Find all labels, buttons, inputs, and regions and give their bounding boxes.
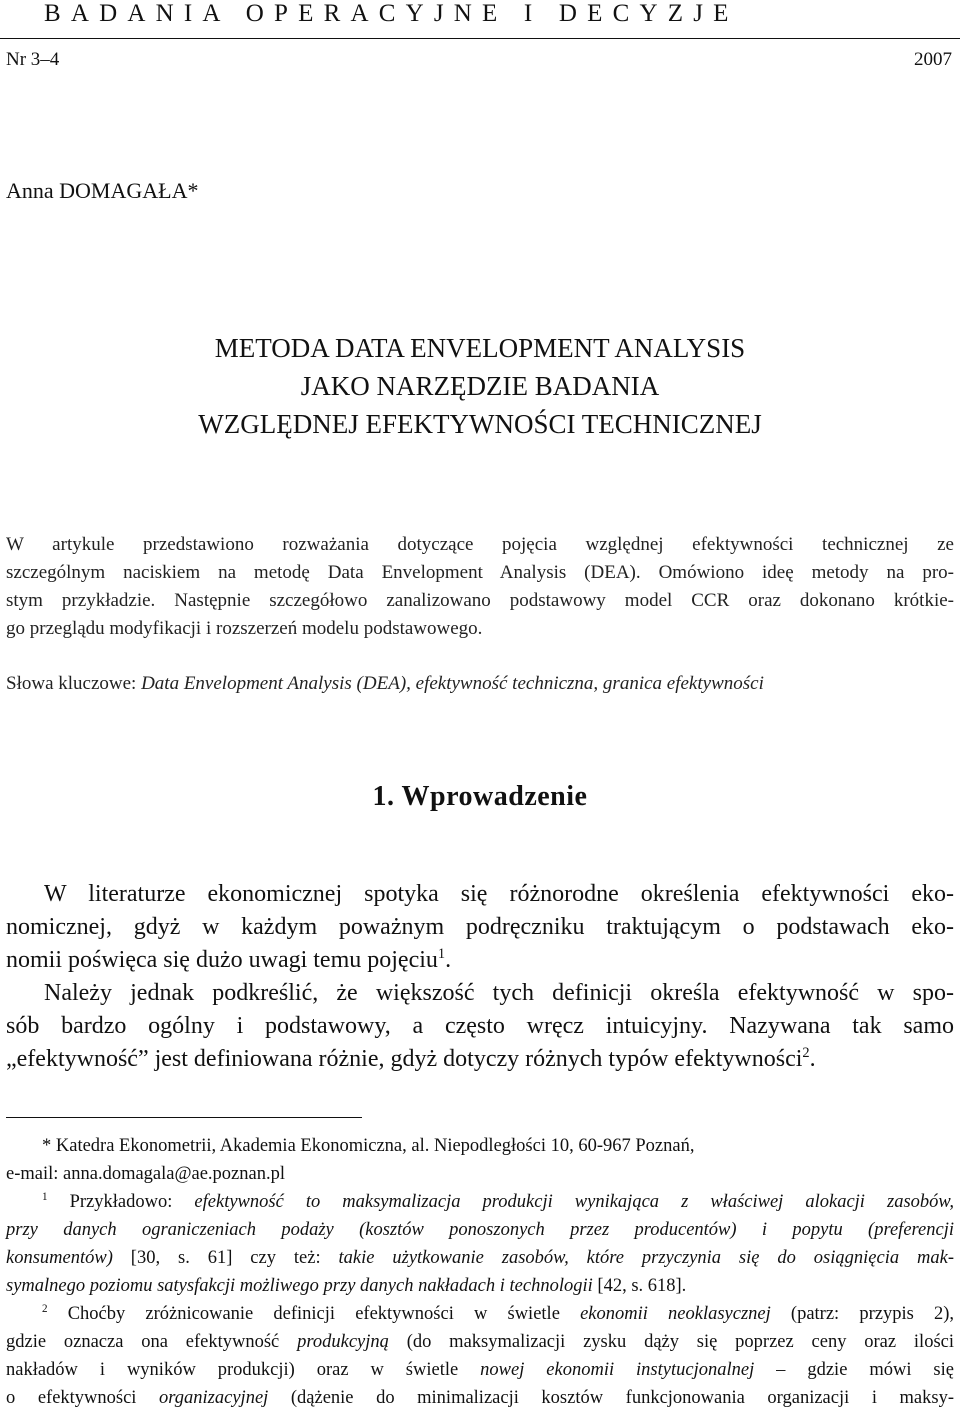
affiliation-line: * Katedra Ekonometrii, Akademia Ekonomiczna, al. Niepodległości 10, 60-967 Poznań,: [42, 1136, 695, 1156]
footnote-text: nakładów i wyników produkcji) oraz w świetle: [6, 1360, 481, 1380]
footnote-1-line: [6, 1216, 954, 1244]
footnote-italic: takie użytkowanie zasobów, które przyczynia się do osiągnięcia mak-: [338, 1248, 954, 1268]
footnote-text: [42, s. 618].: [592, 1276, 687, 1296]
title-line: METODA DATA ENVELOPMENT ANALYSIS: [214, 333, 746, 363]
body-text: [6, 878, 954, 1076]
body-text-run: „efektywność” jest definiowana różnie, gdyż dotyczy różnych typów efektywności: [6, 1046, 803, 1072]
footnote-italic: nowej ekonomii instytucjonalnej: [480, 1360, 755, 1380]
footnote-2-line: [6, 1328, 954, 1356]
section-heading: 1. Wprowadzenie: [372, 781, 588, 812]
footnote-text: [30, s. 61] czy też:: [112, 1248, 339, 1268]
footnote-1-line: [6, 1244, 954, 1272]
footnote-text: – gdzie mówi się: [754, 1360, 954, 1380]
keywords-value: Data Envelopment Analysis (DEA), efektywność techniczna, granica efektywności: [141, 673, 764, 694]
body-text-run: nomii poświęca się dużo uwagi temu pojęciu: [6, 947, 438, 973]
abstract-line: go przeglądu modyfikacji i rozszerzeń modelu podstawowego.: [6, 618, 483, 639]
footnote-rule: [6, 1117, 362, 1118]
footnote-mark: 2: [42, 1302, 48, 1315]
abstract-line: szczególnym naciskiem na metodę Data Envelopment Analysis (DEA). Omówiono ideę metody na pro-: [6, 562, 954, 583]
footnote-text: o efektywności: [6, 1388, 160, 1408]
footnotes: [6, 1132, 954, 1412]
abstract: [6, 531, 954, 643]
keywords: [6, 673, 764, 695]
footnote-italic: symalnego poziomu satysfakcji możliwego przy danych nakładach i technologii: [6, 1276, 593, 1296]
body-line: Należy jednak podkreślić, że większość tych definicji określa efektywność w spo-: [44, 980, 954, 1006]
footnote-mark: 1: [42, 1190, 48, 1203]
footnote-text: (patrz: przypis 2),: [770, 1304, 954, 1324]
footnote-text: (dążenie do minimalizacji kosztów funkcjonowania organizacji i maksy-: [268, 1388, 954, 1408]
footnote-italic: ekonomii neoklasycznej: [580, 1304, 771, 1324]
author-name: Anna DOMAGAŁA*: [6, 178, 199, 203]
body-line: [6, 1043, 954, 1076]
header-rule: [0, 38, 960, 39]
affiliation-email: e-mail: anna.domagala@ae.poznan.pl: [6, 1164, 285, 1184]
footnote-italic: przy danych ograniczeniach podaży (kosztów ponoszonych przez producentów) i popytu (preferencji: [6, 1220, 954, 1240]
issue-number: Nr 3–4: [6, 49, 60, 70]
footnote-2-line: [6, 1356, 954, 1384]
footnote-text: Przykładowo:: [47, 1192, 195, 1212]
keywords-label: Słowa kluczowe:: [6, 673, 137, 694]
footnote-ref: 2: [802, 1045, 810, 1061]
title-line: JAKO NARZĘDZIE BADANIA: [300, 371, 660, 401]
footnote-text: gdzie oznacza ona efektywność: [6, 1332, 298, 1352]
footnote-1-line: [6, 1188, 954, 1216]
abstract-line: stym przykładzie. Następnie szczegółowo zanalizowano podstawowy model CCR oraz dokonano krótkie-: [6, 590, 954, 611]
body-line: sób bardzo ogólny i podstawowy, a często wręcz intuicyjny. Nazywana tak samo: [6, 1013, 954, 1039]
body-text-run: .: [809, 1046, 816, 1072]
abstract-line: W artykule przedstawiono rozważania dotyczące pojęcia względnej efektywności technicznej ze: [6, 534, 954, 555]
issue-year: 2007: [914, 49, 952, 70]
body-text-run: .: [445, 947, 452, 973]
footnote-1-line: [6, 1272, 954, 1300]
article-title: [0, 329, 960, 443]
footnote-text: (do maksymalizacji zysku dąży się poprzez ceny oraz ilości: [388, 1332, 954, 1352]
footnote-2-line: [6, 1384, 954, 1412]
footnote-ref: 1: [437, 946, 446, 962]
footnote-text: Choćby zróżnicowanie definicji efektywności w świetle: [47, 1304, 581, 1324]
footnote-italic: konsumentów): [6, 1248, 113, 1268]
body-line: [6, 944, 954, 977]
title-line: WZGLĘDNEJ EFEKTYWNOŚCI TECHNICZNEJ: [198, 409, 762, 439]
footnote-italic: produkcyjną: [297, 1332, 389, 1352]
footnote-2-line: [6, 1300, 954, 1328]
body-line: nomicznej, gdyż w każdym poważnym podręczniku traktującym o podstawach eko-: [6, 914, 954, 940]
footnote-italic: organizacyjnej: [159, 1388, 269, 1408]
footnote-italic: efektywność to maksymalizacja produkcji wynikająca z właściwej alokacji zasobów,: [194, 1192, 954, 1212]
journal-title: BADANIA OPERACYJNE I DECYZJE: [44, 0, 739, 27]
body-line: W literaturze ekonomicznej spotyka się różnorodne określenia efektywności eko-: [44, 881, 954, 907]
